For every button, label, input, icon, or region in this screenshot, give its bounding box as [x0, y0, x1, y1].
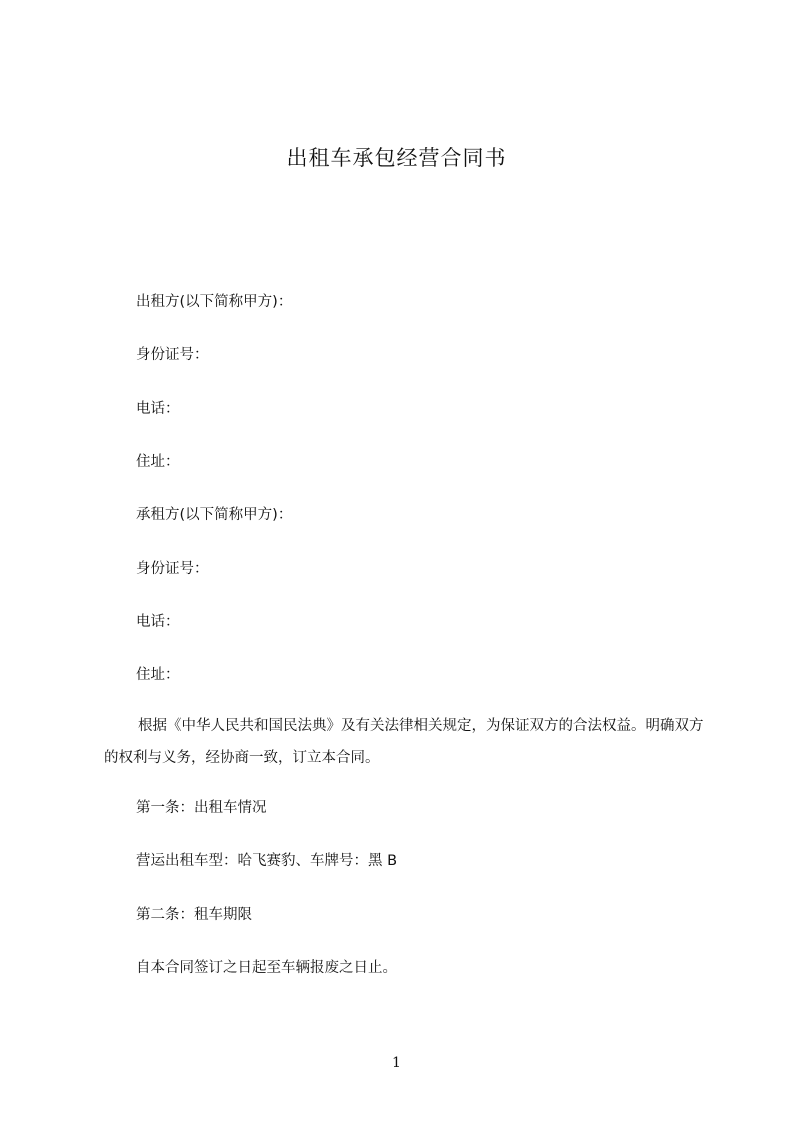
article1-heading: 第一条：出租车情况	[136, 800, 267, 816]
lessor-label: 出租方(以下简称甲方)：	[136, 294, 293, 310]
document-title: 出租车承包经营合同书	[286, 146, 507, 170]
lessee-label: 承租方(以下简称甲方)：	[136, 507, 293, 523]
article1-text: 营运出租车型：哈飞赛豹、车牌号：黑 B	[136, 853, 398, 869]
lessee-id-label: 身份证号：	[136, 561, 209, 577]
lessor-phone-label: 电话：	[136, 401, 180, 417]
lessor-id-label: 身份证号：	[136, 347, 209, 363]
page-number: 1	[392, 1055, 401, 1071]
lessor-address-label: 住址：	[136, 454, 180, 470]
article2-text: 自本合同签订之日起至车辆报废之日止。	[136, 960, 397, 976]
lessee-phone-label: 电话：	[136, 614, 180, 630]
preamble-paragraph: 根据《中华人民共和国民法典》及有关法律相关规定，为保证双方的合法权益。明确双方的权利与义务，经协商一致，订立本合同。	[104, 718, 704, 766]
article2-heading: 第二条：租车期限	[136, 907, 252, 923]
lessee-address-label: 住址：	[136, 667, 180, 683]
